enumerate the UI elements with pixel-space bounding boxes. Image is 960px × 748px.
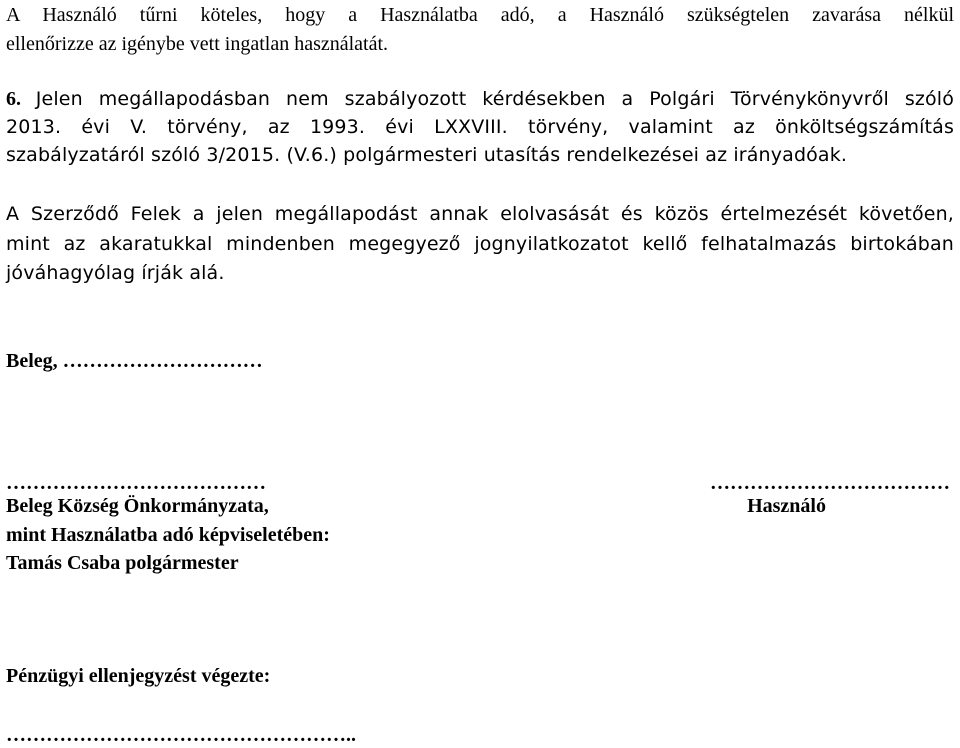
paragraph-2-line-1-text: A Szerződő Felek a jelen megállapodást annak elolvasását és közös értelmezését követően, <box>6 203 954 225</box>
paragraph-1-line-1: A Használó tűrni köteles, hogy a Használatba adó, a Használó szükségtelen zavarása nélkül <box>6 4 954 26</box>
paragraph-2-line-2 <box>6 231 954 257</box>
paragraph-2-line-2-text: mint az akaratukkal mindenben megegyező jognyilatkozatot kellő felhatalmazás birtokában <box>6 233 954 255</box>
section-6-line-1-text: Jelen megállapodásban nem szabályozott kérdésekben a Polgári Törvénykönyvről szóló <box>35 88 954 110</box>
left-signer-name: Beleg Község Önkormányzata, <box>6 495 269 517</box>
section-6-line-3: szabályzatáról szóló 3/2015. (V.6.) polgármesteri utasítás rendelkezései az irányadóak. <box>6 144 848 166</box>
paragraph-2-line-3: jóváhagyólag írják alá. <box>6 262 225 284</box>
left-signer-person: Tamás Csaba polgármester <box>6 552 239 574</box>
left-signature-dots: ………………………………… <box>6 472 266 494</box>
countersign-dots: …………………………………………….. <box>6 724 356 746</box>
paragraph-1-line-2: ellenőrizze az igénybe vett ingatlan használatát. <box>6 33 389 55</box>
right-signature-dots: ……………………………… <box>710 472 950 494</box>
section-6-line-1 <box>6 86 954 112</box>
left-signer-role: mint Használatba adó képviseletében: <box>6 524 330 546</box>
place-date-line: Beleg, ………………………… <box>6 350 263 372</box>
paragraph-2-line-1 <box>6 201 954 227</box>
right-signer-label: Használó <box>747 495 826 517</box>
section-6-line-2 <box>6 114 954 140</box>
section-6-line-2-text: 2013. évi V. törvény, az 1993. évi LXXVIII. törvény, valamint az önköltségszámítás <box>6 116 954 138</box>
countersign-label: Pénzügyi ellenjegyzést végezte: <box>6 665 271 687</box>
section-6-number: 6. <box>6 88 21 110</box>
